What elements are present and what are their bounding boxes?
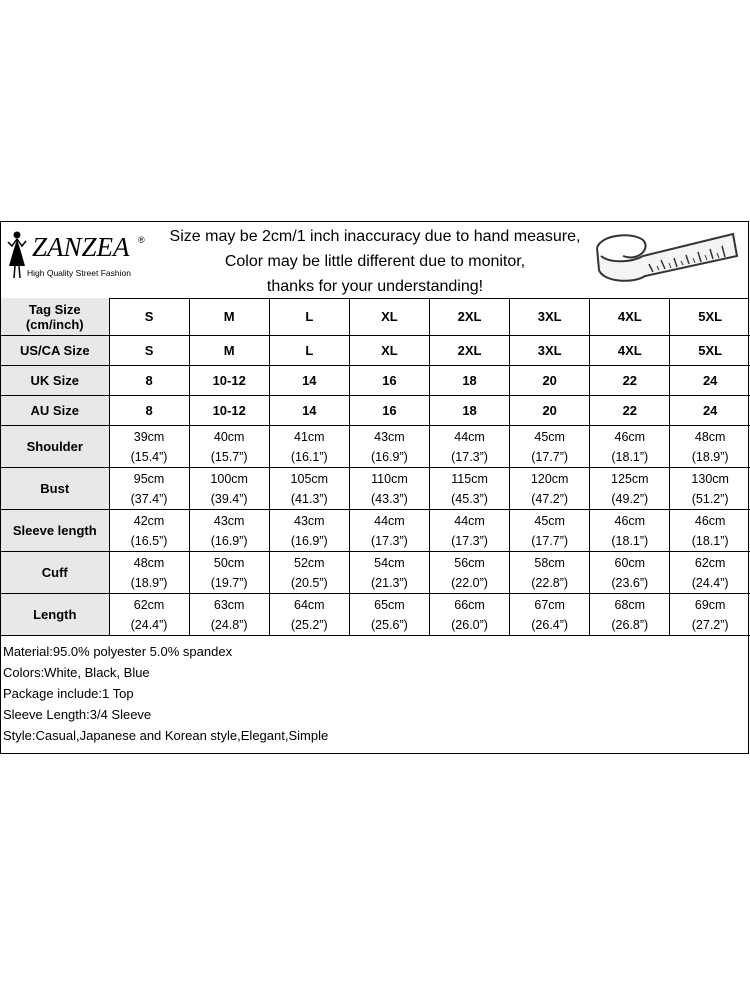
size-cell: 5XL xyxy=(670,298,750,336)
measure-cm: 46cm xyxy=(614,513,646,528)
notice-line: Size may be 2cm/1 inch inaccuracy due to hand measure, xyxy=(169,228,581,245)
size-table xyxy=(1,298,750,636)
row-header: UK Size xyxy=(1,366,109,396)
size-cell: XL xyxy=(349,298,429,336)
measure-cm: 46cm xyxy=(694,513,726,528)
measure-cell xyxy=(510,426,590,468)
row-header: US/CA Size xyxy=(1,336,109,366)
measure-inch: (18.9”) xyxy=(691,449,729,464)
info-package: Package include:1 Top xyxy=(3,686,134,701)
notice-line: thanks for your understanding! xyxy=(266,278,484,295)
size-cell: 20 xyxy=(510,366,590,396)
size-cell: S xyxy=(109,298,189,336)
size-cell: 18 xyxy=(430,396,510,426)
measuring-tape-icon xyxy=(593,226,743,292)
size-cell: 5XL xyxy=(670,336,750,366)
measure-cell xyxy=(590,594,670,636)
notice-line: Color may be little different due to monitor, xyxy=(224,253,526,270)
measure-cell xyxy=(269,510,349,552)
fashion-figure-icon xyxy=(5,230,29,280)
measure-inch: (45.3”) xyxy=(451,491,488,506)
measure-cell xyxy=(189,426,269,468)
measure-cm: 125cm xyxy=(611,471,649,486)
measure-inch: (25.6”) xyxy=(371,617,408,632)
measure-cm: 45cm xyxy=(534,429,565,444)
measure-cell xyxy=(269,426,349,468)
brand-logo xyxy=(5,226,155,294)
measure-inch: (16.1”) xyxy=(290,449,328,464)
measure-cell xyxy=(590,426,670,468)
measure-inch: (37.4”) xyxy=(130,491,168,506)
size-cell: L xyxy=(269,336,349,366)
measure-cm: 44cm xyxy=(454,429,485,444)
measure-cm: 44cm xyxy=(374,513,405,528)
measure-cm: 64cm xyxy=(294,597,325,612)
measure-cell xyxy=(349,426,429,468)
measure-cm: 66cm xyxy=(454,597,485,612)
measure-inch: (39.4”) xyxy=(210,491,248,506)
table-row xyxy=(1,468,750,510)
size-cell: 24 xyxy=(670,366,750,396)
measure-inch: (17.7”) xyxy=(531,533,569,548)
size-cell: S xyxy=(109,336,189,366)
row-header: Sleeve length xyxy=(1,510,109,552)
measure-inch: (47.2”) xyxy=(531,491,569,506)
measure-cell xyxy=(349,510,429,552)
row-header: Length xyxy=(1,594,109,636)
measure-inch: (17.3”) xyxy=(451,533,488,548)
size-cell: 4XL xyxy=(590,298,670,336)
measure-cm: 40cm xyxy=(213,429,245,444)
measure-inch: (24.8”) xyxy=(210,617,248,632)
measure-inch: (26.4”) xyxy=(531,617,569,632)
measure-cell xyxy=(109,426,189,468)
measure-inch: (27.2”) xyxy=(691,617,729,632)
size-cell: 10-12 xyxy=(189,396,269,426)
measure-cm: 67cm xyxy=(534,597,565,612)
table-row xyxy=(1,366,750,396)
measure-inch: (41.3”) xyxy=(290,491,328,506)
measure-inch: (15.7”) xyxy=(210,449,248,464)
size-cell: M xyxy=(189,298,269,336)
measure-cm: 43cm xyxy=(213,513,245,528)
size-cell: M xyxy=(189,336,269,366)
size-cell: 3XL xyxy=(510,336,590,366)
measure-cm: 68cm xyxy=(614,597,646,612)
size-cell: 24 xyxy=(670,396,750,426)
size-cell: 16 xyxy=(349,366,429,396)
measure-cell xyxy=(349,468,429,510)
measure-cell xyxy=(269,552,349,594)
brand-tagline: High Quality Street Fashion xyxy=(27,268,131,278)
measure-cell xyxy=(269,594,349,636)
table-row xyxy=(1,594,750,636)
size-cell: 22 xyxy=(590,396,670,426)
measure-cell xyxy=(590,552,670,594)
size-chart xyxy=(0,221,749,754)
measure-cell xyxy=(430,426,510,468)
measure-cell xyxy=(670,552,750,594)
measure-inch: (21.3”) xyxy=(371,575,408,590)
row-header: Bust xyxy=(1,468,109,510)
row-header: Cuff xyxy=(1,552,109,594)
measure-cell xyxy=(430,594,510,636)
measure-cm: 120cm xyxy=(530,471,569,486)
measure-inch: (15.4”) xyxy=(130,449,168,464)
measure-cell xyxy=(430,468,510,510)
measure-inch: (24.4”) xyxy=(130,617,168,632)
measure-inch: (22.0”) xyxy=(451,575,488,590)
row-header-tag-size xyxy=(1,298,109,336)
measure-inch: (25.2”) xyxy=(290,617,328,632)
measure-cm: 130cm xyxy=(691,471,729,486)
size-cell: 10-12 xyxy=(189,366,269,396)
measure-cm: 110cm xyxy=(371,471,408,486)
measure-cm: 60cm xyxy=(614,555,646,570)
measure-cm: 100cm xyxy=(210,471,248,486)
info-style: Style:Casual,Japanese and Korean style,Elegant,Simple xyxy=(3,728,329,743)
measure-cm: 52cm xyxy=(294,555,325,570)
info-material: Material:95.0% polyester 5.0% spandex xyxy=(3,644,233,659)
measure-inch: (22.8”) xyxy=(531,575,569,590)
measure-inch: (20.5”) xyxy=(290,575,328,590)
measure-cm: 62cm xyxy=(133,597,165,612)
info-colors: Colors:White, Black, Blue xyxy=(3,665,150,680)
measure-inch: (18.9”) xyxy=(130,575,168,590)
measure-inch: (24.4”) xyxy=(691,575,729,590)
measure-cell xyxy=(670,468,750,510)
brand-name: ZANZEA xyxy=(32,232,130,262)
row-header-unit: (cm/inch) xyxy=(25,316,84,332)
measure-inch: (43.3”) xyxy=(371,491,408,506)
measure-cell xyxy=(430,510,510,552)
measure-inch: (16.9”) xyxy=(210,533,248,548)
size-cell: 8 xyxy=(109,366,189,396)
measure-cm: 115cm xyxy=(451,471,488,486)
measure-cell xyxy=(109,594,189,636)
size-cell: 20 xyxy=(510,396,590,426)
size-cell: 2XL xyxy=(430,336,510,366)
measure-inch: (17.7”) xyxy=(531,449,569,464)
size-cell: 22 xyxy=(590,366,670,396)
measure-inch: (51.2”) xyxy=(691,491,729,506)
measure-inch: (23.6”) xyxy=(611,575,649,590)
measure-inch: (16.9”) xyxy=(290,533,328,548)
measure-cm: 46cm xyxy=(614,429,646,444)
measure-cm: 41cm xyxy=(294,429,325,444)
product-info xyxy=(3,641,328,746)
measure-cell xyxy=(510,468,590,510)
measure-cell xyxy=(590,468,670,510)
measure-inch: (26.8”) xyxy=(611,617,649,632)
measure-cm: 62cm xyxy=(694,555,726,570)
measure-cell xyxy=(189,552,269,594)
measure-cell xyxy=(109,552,189,594)
measure-cm: 48cm xyxy=(133,555,165,570)
measure-cell xyxy=(670,426,750,468)
measure-cell xyxy=(189,594,269,636)
measurement-notice xyxy=(159,224,591,299)
measure-cell xyxy=(510,552,590,594)
measure-cell xyxy=(189,510,269,552)
measure-cell xyxy=(109,510,189,552)
size-cell: 18 xyxy=(430,366,510,396)
table-row xyxy=(1,298,750,336)
measure-inch: (49.2”) xyxy=(611,491,649,506)
measure-cell xyxy=(670,510,750,552)
measure-cell xyxy=(109,468,189,510)
chart-header xyxy=(1,222,748,299)
measure-cell xyxy=(670,594,750,636)
measure-cell xyxy=(510,510,590,552)
table-row xyxy=(1,396,750,426)
measure-cm: 43cm xyxy=(294,513,325,528)
measure-cm: 95cm xyxy=(133,471,165,486)
measure-cm: 44cm xyxy=(454,513,485,528)
size-cell: 14 xyxy=(269,366,349,396)
measure-inch: (16.9”) xyxy=(371,449,408,464)
measure-cell xyxy=(430,552,510,594)
size-cell: 4XL xyxy=(590,336,670,366)
measure-cm: 54cm xyxy=(374,555,405,570)
measure-inch: (17.3”) xyxy=(451,449,488,464)
info-sleeve-length: Sleeve Length:3/4 Sleeve xyxy=(3,707,152,722)
size-cell: 2XL xyxy=(430,298,510,336)
table-row xyxy=(1,552,750,594)
measure-cm: 65cm xyxy=(374,597,405,612)
measure-cm: 39cm xyxy=(133,429,165,444)
size-cell: 3XL xyxy=(510,298,590,336)
row-header: AU Size xyxy=(1,396,109,426)
row-header: Shoulder xyxy=(1,426,109,468)
measure-cm: 56cm xyxy=(454,555,485,570)
size-cell: 14 xyxy=(269,396,349,426)
size-cell: XL xyxy=(349,336,429,366)
measure-inch: (18.1”) xyxy=(611,449,649,464)
row-header-label: Tag Size xyxy=(28,301,81,317)
measure-cell xyxy=(189,468,269,510)
measure-cell xyxy=(349,594,429,636)
measure-cm: 105cm xyxy=(290,471,329,486)
measure-cm: 63cm xyxy=(213,597,245,612)
measure-cell xyxy=(349,552,429,594)
size-cell: L xyxy=(269,298,349,336)
registered-mark: ® xyxy=(138,235,145,245)
measure-cm: 69cm xyxy=(694,597,726,612)
measure-inch: (26.0”) xyxy=(451,617,488,632)
measure-inch: (16.5”) xyxy=(130,533,168,548)
measure-inch: (18.1”) xyxy=(691,533,729,548)
measure-inch: (18.1”) xyxy=(611,533,649,548)
measure-cm: 48cm xyxy=(694,429,726,444)
size-cell: 8 xyxy=(109,396,189,426)
measure-cm: 43cm xyxy=(374,429,405,444)
measure-cell xyxy=(590,510,670,552)
table-row xyxy=(1,336,750,366)
measure-cm: 58cm xyxy=(534,555,565,570)
measure-cm: 42cm xyxy=(133,513,165,528)
measure-cm: 50cm xyxy=(213,555,245,570)
measure-cell xyxy=(510,594,590,636)
size-cell: 16 xyxy=(349,396,429,426)
measure-cell xyxy=(269,468,349,510)
table-row xyxy=(1,510,750,552)
measure-inch: (19.7”) xyxy=(210,575,248,590)
table-row xyxy=(1,426,750,468)
measure-cm: 45cm xyxy=(534,513,565,528)
measure-inch: (17.3”) xyxy=(371,533,408,548)
